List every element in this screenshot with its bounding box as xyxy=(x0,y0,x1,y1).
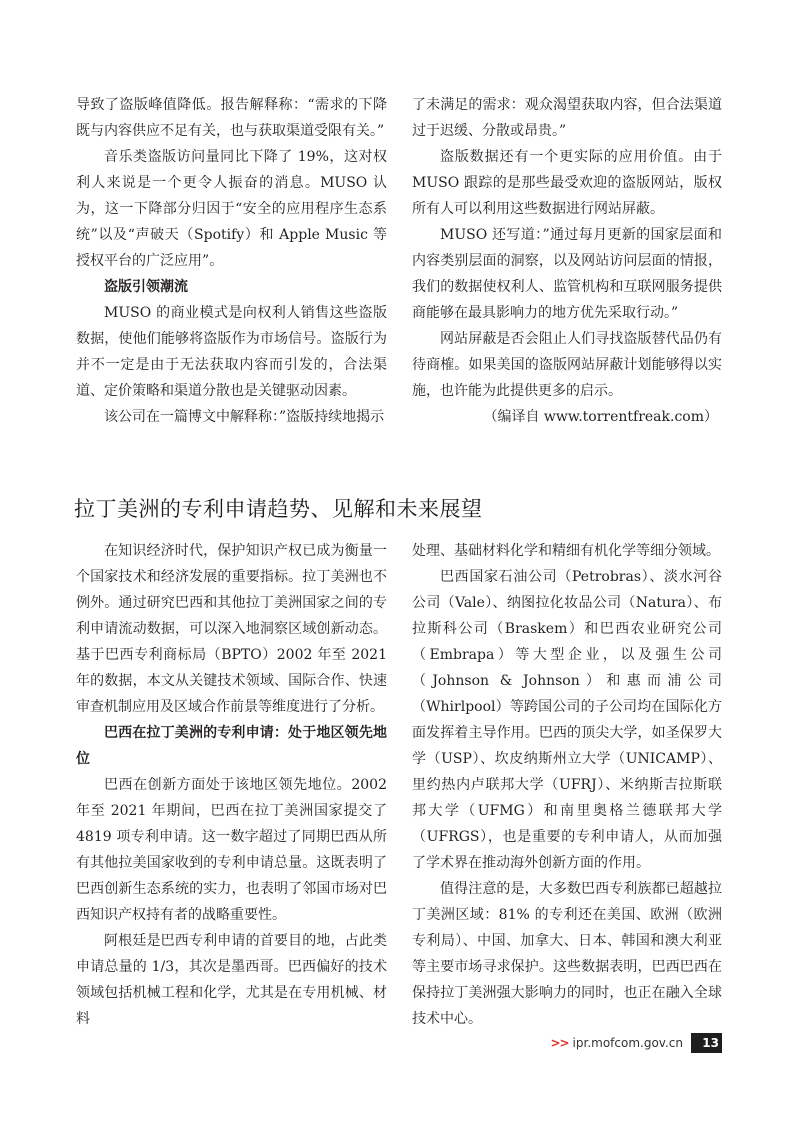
paragraph: 阿根廷是巴西专利申请的首要目的地，占此类申请总量的 1/3，其次是墨西哥。巴西偏好的技术领域包括机械工程和化学，尤其是在专用机械、材料 xyxy=(76,933,387,1027)
paragraph: 值得注意的是，大多数巴西专利族都已超越拉丁美洲区域：81% 的专利还在美国、欧洲（欧洲专利局）、中国、加拿大、日本、韩国和澳大利亚等主要市场寻求保护。这些数据表明，巴西巴西在保持拉丁美洲强大影响力的同时，也正在融入全球技术中心。 xyxy=(412,881,722,1027)
section-heading: 盗版引领潮流 xyxy=(104,279,188,295)
paragraph: 音乐类盗版访问量同比下降了 19%，这对权利人来说是一个更令人振奋的消息。MUSO 认为，这一下降部分归因于“安全的应用程序生态系统”以及“声破天（Spotify）和 Apple Music 等授权平台的广泛应用”。 xyxy=(76,149,387,269)
paragraph: 处理、基础材料化学和精细有机化学等细分领域。 xyxy=(412,543,720,559)
paragraph: 在知识经济时代，保护知识产权已成为衡量一个国家技术和经济发展的重要指标。拉丁美洲也不例外。通过研究巴西和其他拉丁美洲国家之间的专利申请流动数据，可以深入地洞察区域创新动态。基于巴西专利商标局（BPTO）2002 年至 2021 年的数据，本文从关键技术领域、国际合作、快速审查机制应用及区域合作前景等维度进行了分析。 xyxy=(76,543,387,715)
bottom-left-column xyxy=(76,538,387,1032)
source-credit: （编译自 www.torrentfreak.com） xyxy=(483,409,718,425)
paragraph: 网站屏蔽是否会阻止人们寻找盗版替代品仍有待商榷。如果美国的盗版网站屏蔽计划能够得以实施，也许能为此提供更多的启示。 xyxy=(412,331,722,399)
bottom-right-column xyxy=(412,538,722,1032)
chevron-right-icon: >> xyxy=(550,1036,569,1050)
section-heading: 巴西在拉丁美洲的专利申请：处于地区领先地位 xyxy=(76,725,387,767)
paragraph: 导致了盗版峰值降低。报告解释称：“需求的下降既与内容供应不足有关，也与获取渠道受限有关。” xyxy=(76,97,387,139)
top-right-column xyxy=(412,92,722,430)
paragraph: MUSO 的商业模式是向权利人销售这些盗版数据，使他们能够将盗版作为市场信号。盗版行为并不一定是由于无法获取内容而引发的，合法渠道、定价策略和渠道分散也是关键驱动因素。 xyxy=(76,305,387,399)
paragraph: MUSO 还写道：”通过每月更新的国家层面和内容类别层面的洞察，以及网站访问层面的情报，我们的数据使权利人、监管机构和互联网服务提供商能够在最具影响力的地方优先采取行动。” xyxy=(412,227,722,321)
paragraph: 该公司在一篇博文中解释称：”盗版持续地揭示 xyxy=(104,409,385,425)
footer-website: ipr.mofcom.gov.cn xyxy=(572,1036,683,1050)
paragraph: 了未满足的需求：观众渴望获取内容，但合法渠道过于迟缓、分散或昂贵。” xyxy=(412,97,722,139)
paragraph: 巴西在创新方面处于该地区领先地位。2002 年至 2021 年期间，巴西在拉丁美洲国家提交了 4819 项专利申请。这一数字超过了同期巴西从所有其他拉美国家收到的专利申请总量。这既表明了巴西创新生态系统的实力，也表明了邻国市场对巴西知识产权持有者的战略重要性。 xyxy=(76,777,387,923)
paragraph: 盗版数据还有一个更实际的应用价值。由于 MUSO 跟踪的是那些最受欢迎的盗版网站，版权所有人可以利用这些数据进行网站屏蔽。 xyxy=(412,149,722,217)
paragraph: 巴西国家石油公司（Petrobras）、淡水河谷公司（Vale）、纳图拉化妆品公司（Natura）、布拉斯科公司（Braskem）和巴西农业研究公司（Embrapa）等大型企业，以及强生公司（Johnson & Johnson）和惠而浦公司（Whirlpool）等跨国公司的子公司均在国际化方面发挥着主导作用。巴西的顶尖大学，如圣保罗大学（USP）、坎皮纳斯州立大学（UNICAMP）、里约热内卢联邦大学（UFRJ）、米纳斯吉拉斯联邦大学（UFMG）和南里奥格兰德联邦大学（UFRGS），也是重要的专利申请人，从而加强了学术界在推动海外创新方面的作用。 xyxy=(412,569,722,871)
page-footer xyxy=(550,1032,722,1054)
article-title: 拉丁美洲的专利申请趋势、见解和未来展望 xyxy=(74,497,483,521)
top-left-column xyxy=(76,92,387,430)
page-number: 13 xyxy=(691,1033,722,1053)
